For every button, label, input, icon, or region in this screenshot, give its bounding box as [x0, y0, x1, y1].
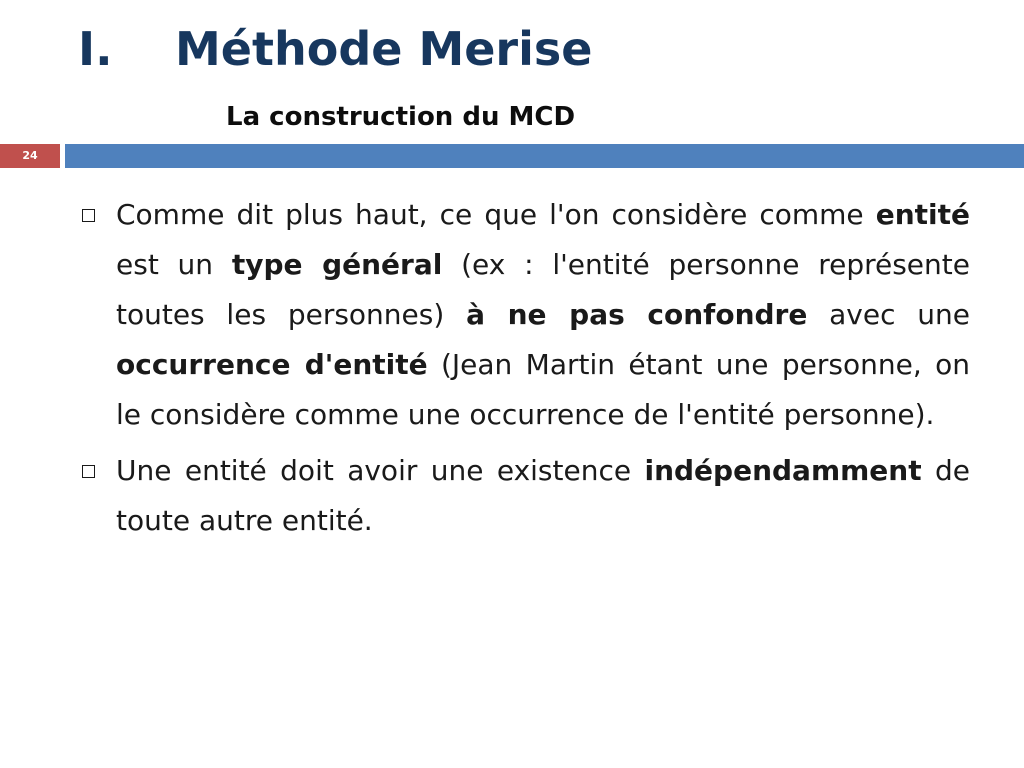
- page-number-badge: 24: [0, 144, 60, 168]
- text-segment: (ex : l'entité personne représente toutes les personnes): [116, 248, 970, 331]
- header-bar: [65, 144, 1024, 168]
- text-segment: est un: [116, 248, 232, 281]
- hollow-square-bullet-icon: [82, 465, 95, 478]
- bold-segment: entité: [875, 198, 970, 231]
- bullet-item: [80, 446, 970, 546]
- text-segment: Une entité doit avoir une existence: [116, 454, 645, 487]
- text-segment: Comme dit plus haut, ce que l'on considère comme: [116, 198, 876, 231]
- text-segment: avec une: [807, 298, 970, 331]
- title-number: I.: [78, 22, 113, 76]
- hollow-square-bullet-icon: [82, 209, 95, 222]
- slide-subtitle: La construction du MCD: [226, 102, 576, 132]
- bold-segment: à ne pas confondre: [466, 298, 808, 331]
- text-segment: (Jean Martin étant une personne, on le considère comme une occurrence de l'entité personne).: [116, 348, 970, 431]
- bullet-list: [80, 190, 970, 552]
- text-segment: de toute autre entité.: [116, 454, 970, 537]
- bullet-item: [80, 190, 970, 440]
- bullet-text: [116, 454, 970, 537]
- bullet-text: [116, 198, 970, 431]
- bold-segment: indépendamment: [644, 454, 922, 487]
- slide-title: [78, 22, 592, 77]
- bold-segment: type général: [231, 248, 443, 281]
- bold-segment: occurrence d'entité: [116, 348, 428, 381]
- title-text: Méthode Merise: [175, 22, 593, 76]
